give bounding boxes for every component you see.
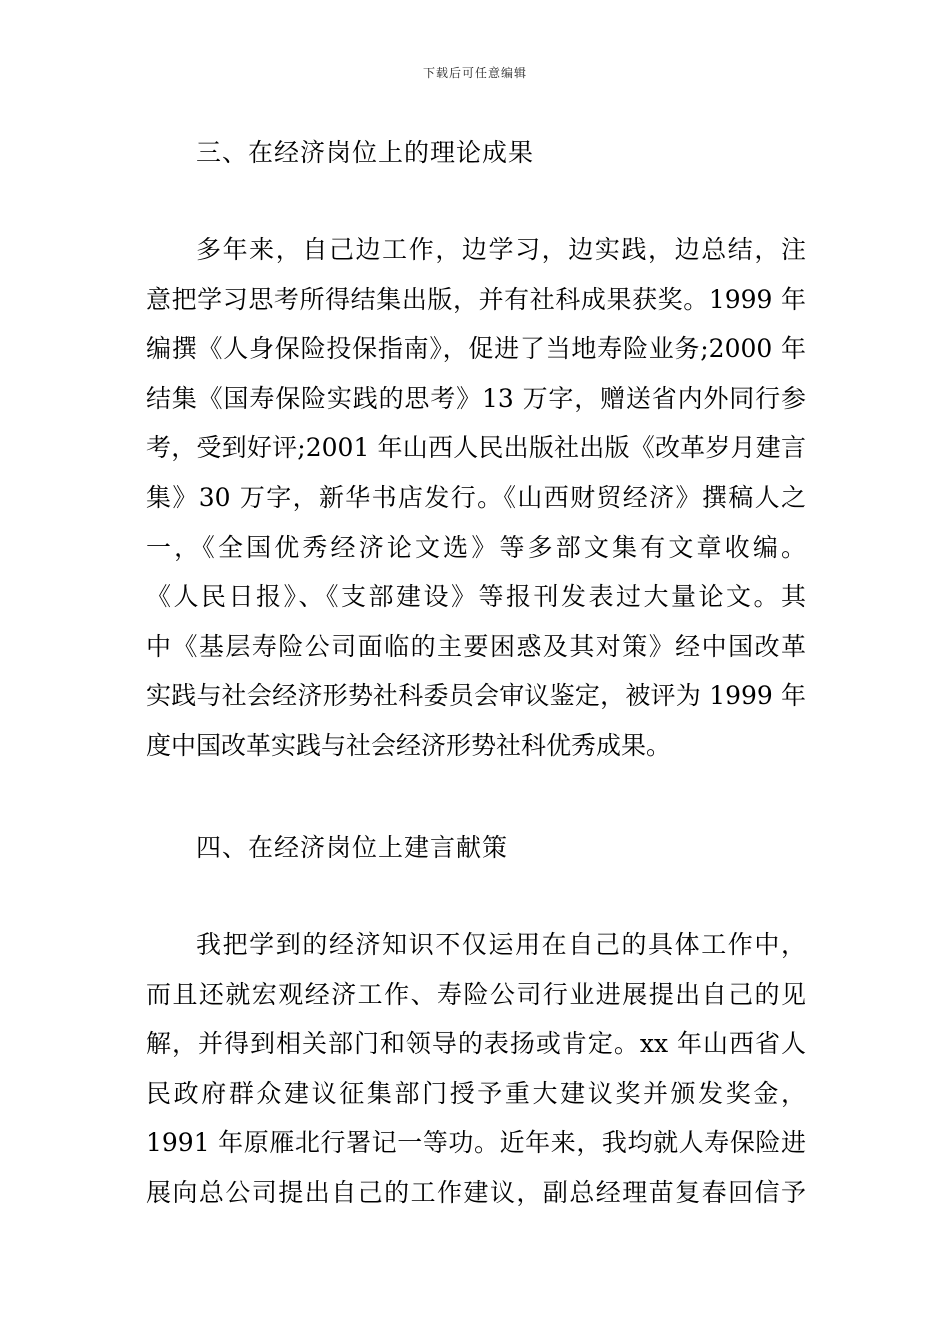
section-3-paragraph	[146, 225, 806, 771]
section-4-heading: 四、在经济岗位上建言献策	[196, 833, 509, 862]
paragraph-line: 《人民日报》、《支部建设》等报刊发表过大量论文。其	[146, 582, 806, 612]
paragraph-line: 民政府群众建议征集部门授予重大建议奖并颁发奖金，	[146, 1078, 806, 1108]
paragraph-line: 1991 年原雁北行署记一等功。近年来，我均就人寿保险进	[146, 1128, 806, 1158]
paragraph-line: 而且还就宏观经济工作、寿险公司行业进展提出自己的见	[146, 979, 806, 1009]
paragraph-line: 一，《全国优秀经济论文选》等多部文集有文章收编。	[146, 532, 806, 562]
paragraph-line: 集》30 万字，新华书店发行。《山西财贸经济》撰稿人之	[146, 482, 806, 512]
paragraph-line: 我把学到的经济知识不仅运用在自己的具体工作中，	[196, 930, 806, 959]
paragraph-line: 解，并得到相关部门和领导的表扬或肯定。xx 年山西省人	[146, 1029, 806, 1059]
paragraph-line: 实践与社会经济形势社科委员会审议鉴定，被评为 1999 年	[146, 681, 806, 711]
paragraph-line: 中《基层寿险公司面临的主要困惑及其对策》经中国改革	[146, 631, 806, 661]
paragraph-line: 编撰《人身保险投保指南》，促进了当地寿险业务;2000 年	[146, 334, 806, 364]
paragraph-line: 考，受到好评;2001 年山西人民出版社出版《改革岁月建言	[146, 433, 806, 463]
section-4-paragraph	[146, 920, 806, 1218]
paragraph-line: 多年来，自己边工作，边学习，边实践，边总结，注	[196, 235, 806, 264]
paragraph-line: 展向总公司提出自己的工作建议，副总经理苗复春回信予	[146, 1177, 806, 1207]
section-3-heading: 三、在经济岗位上的理论成果	[196, 138, 535, 167]
paragraph-line: 结集《国寿保险实践的思考》13 万字，赠送省内外同行参	[146, 383, 806, 413]
paragraph-line: 度中国改革实践与社会经济形势社科优秀成果。	[146, 730, 672, 760]
paragraph-line: 意把学习思考所得结集出版，并有社科成果获奖。1999 年	[146, 284, 806, 314]
page-header: 下载后可任意编辑	[422, 66, 527, 80]
